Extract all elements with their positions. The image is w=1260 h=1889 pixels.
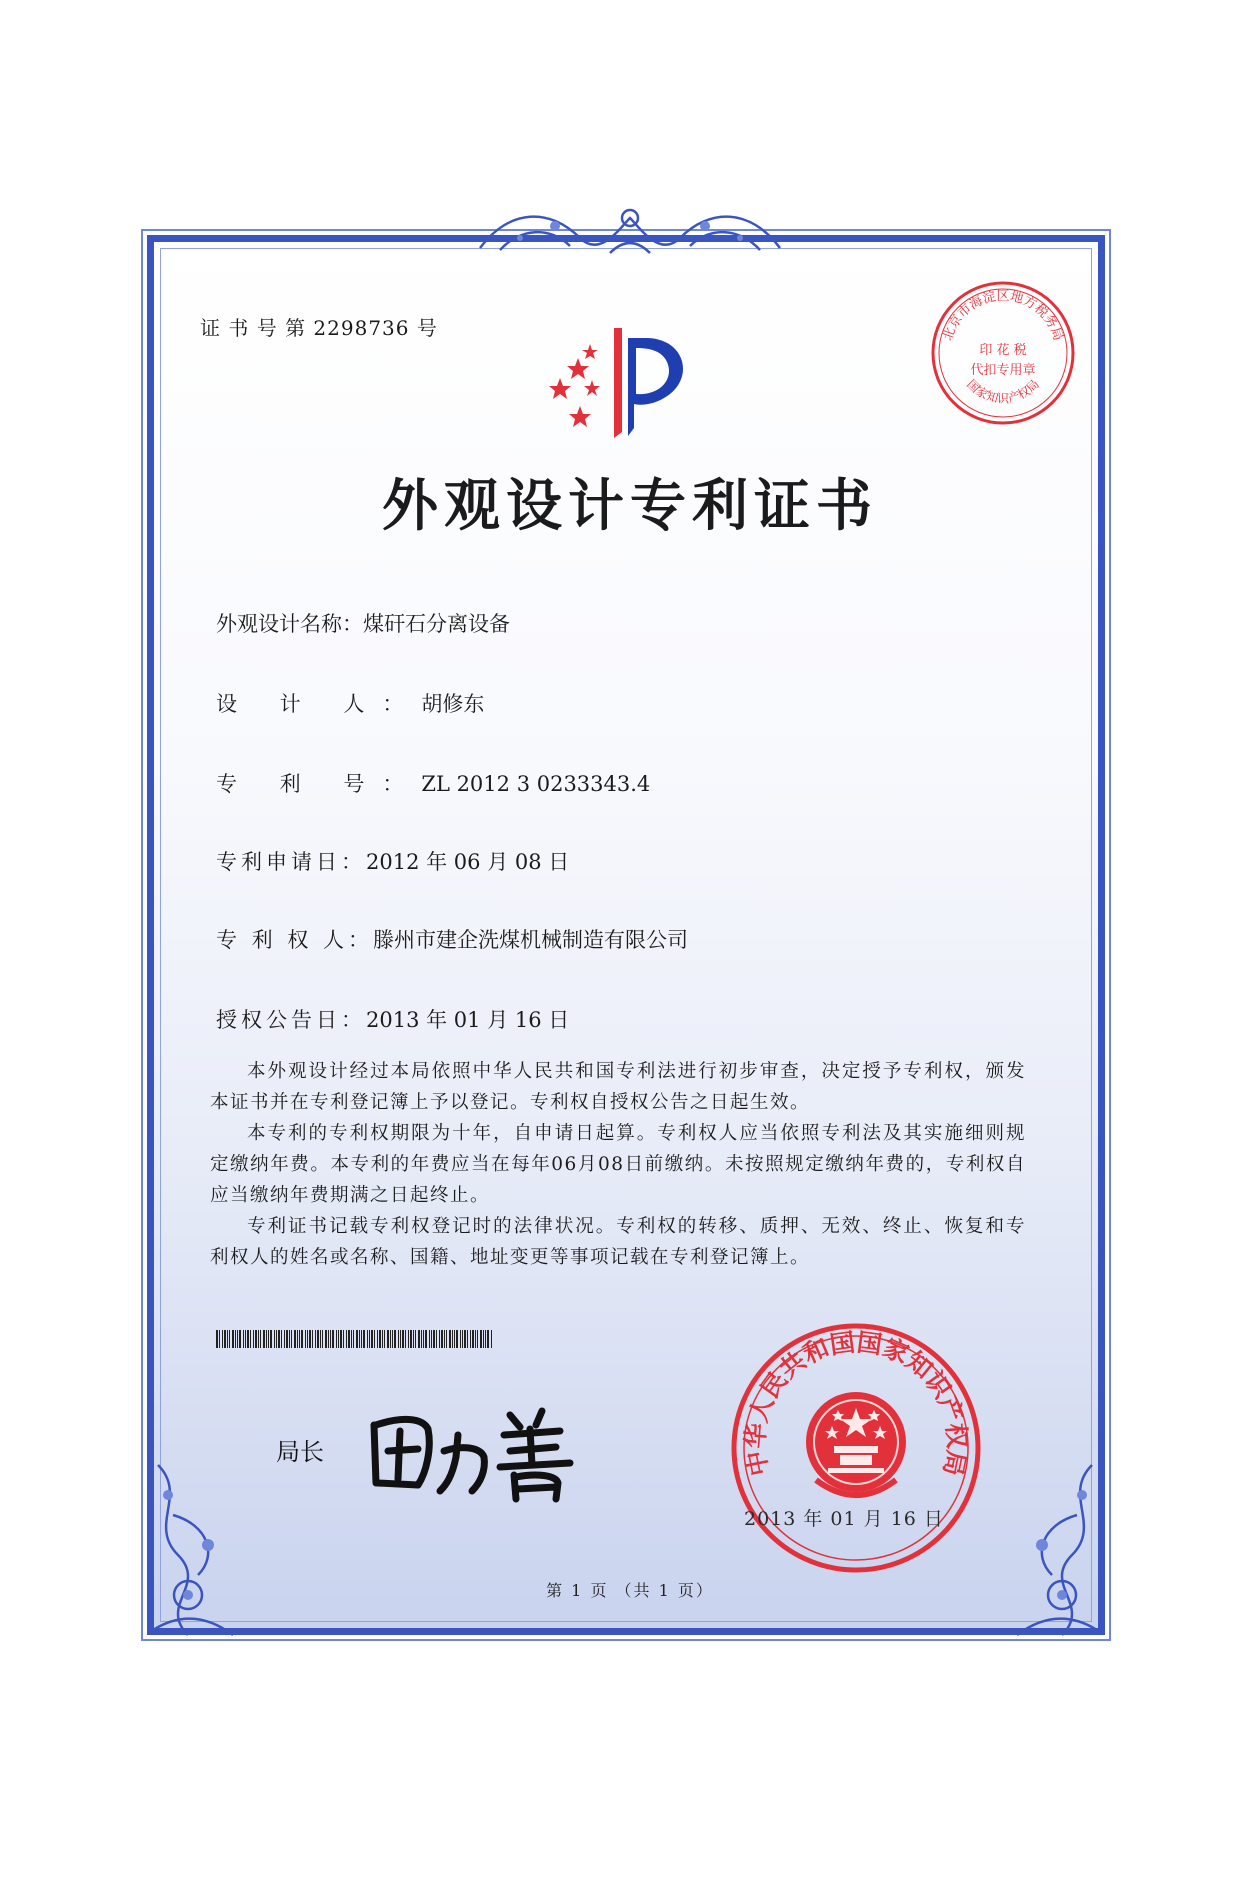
barcode-bar (320, 1330, 321, 1348)
barcode-bar (284, 1330, 285, 1348)
field-value: 2013 年 01 月 16 日 (366, 1008, 570, 1032)
bottom-right-ornament-icon (1002, 1455, 1112, 1645)
field-patent-number (216, 768, 650, 798)
barcode-bar (379, 1330, 381, 1348)
barcode-bar (387, 1330, 389, 1348)
field-value: 2012 年 06 月 08 日 (366, 850, 570, 874)
barcode-bar (382, 1330, 383, 1348)
barcode-bar (470, 1330, 471, 1348)
barcode-bar (346, 1330, 347, 1348)
svg-text:国家知识产权局: 国家知识产权局 (964, 376, 1042, 406)
cnipa-official-seal (728, 1320, 984, 1576)
barcode-bar (247, 1330, 249, 1348)
barcode-bar (392, 1330, 393, 1348)
barcode-bar (312, 1330, 313, 1348)
svg-text:代扣专用章: 代扣专用章 (970, 363, 1036, 378)
barcode-bar (328, 1330, 329, 1348)
barcode-bar (294, 1330, 296, 1348)
barcode-bar (441, 1330, 443, 1348)
field-value: ZL 2012 3 0233343.4 (421, 772, 651, 796)
barcode-bar (363, 1330, 365, 1348)
barcode-bar (289, 1330, 290, 1348)
barcode-bar (243, 1330, 244, 1348)
barcode-bar (418, 1330, 420, 1348)
barcode-bar (270, 1330, 272, 1348)
barcode-bar (330, 1330, 331, 1348)
barcode-bar (276, 1330, 277, 1348)
director-label: 局长 (276, 1438, 324, 1466)
barcode-bar (278, 1330, 280, 1348)
patent-office-logo-icon (536, 320, 724, 442)
barcode-bar (356, 1330, 358, 1348)
field-designer (216, 688, 484, 718)
barcode-bar (253, 1330, 254, 1348)
barcode-bar (405, 1330, 406, 1348)
barcode-bar (229, 1330, 230, 1348)
barcode-bar (491, 1330, 492, 1348)
barcode-bar (454, 1330, 455, 1348)
barcode-bar (222, 1330, 223, 1348)
body-paragraph: 本外观设计经过本局依照中华人民共和国专利法进行初步审查，决定授予专利权，颁发本证书并在专利登记簿上予以登记。专利权自授权公告之日起生效。 (210, 1061, 1026, 1113)
tax-stamp-seal (928, 278, 1078, 428)
bottom-left-ornament-icon (138, 1455, 248, 1645)
barcode-bar (351, 1330, 352, 1348)
barcode-bar (258, 1330, 259, 1348)
barcode-bar (281, 1330, 282, 1348)
svg-text:中华人民共和国国家知识产权局: 中华人民共和国国家知识产权局 (740, 1327, 972, 1479)
top-ornament-icon (460, 198, 800, 268)
field-patentee (216, 924, 688, 954)
field-value: 滕州市建企洗煤机械制造有限公司 (373, 928, 689, 952)
barcode-bar (423, 1330, 424, 1348)
certificate-title: 外观设计专利证书 (382, 474, 878, 539)
barcode-bar (338, 1330, 339, 1348)
svg-text:北京市海淀区地方税务局: 北京市海淀区地方税务局 (940, 289, 1066, 343)
barcode-bar (394, 1330, 396, 1348)
barcode-bar (475, 1330, 476, 1348)
barcode-bar (315, 1330, 316, 1348)
barcode-bar (425, 1330, 427, 1348)
field-label: 专 利 号： (216, 772, 422, 796)
barcode-bar (367, 1330, 368, 1348)
barcode-bar (384, 1330, 385, 1348)
barcode-bar (398, 1330, 399, 1348)
barcode-bar (260, 1330, 261, 1348)
barcode-bar (371, 1330, 373, 1348)
barcode-bar (340, 1330, 342, 1348)
barcode-bar (480, 1330, 482, 1348)
barcode-bar (235, 1330, 236, 1348)
barcode-bar (309, 1330, 311, 1348)
field-label: 外观设计名称： (216, 612, 363, 636)
barcode-bar (274, 1330, 275, 1348)
barcode-bar (436, 1330, 437, 1348)
barcode-bar (297, 1330, 298, 1348)
barcode-bar (299, 1330, 300, 1348)
barcode-bar (232, 1330, 234, 1348)
barcode-bar (402, 1330, 404, 1348)
barcode-bar (286, 1330, 288, 1348)
barcode-bar (266, 1330, 267, 1348)
barcode-bar (245, 1330, 246, 1348)
field-design-name (216, 608, 510, 638)
barcode-bar (336, 1330, 337, 1348)
seal-date: 2013 年 01 月 16 日 (744, 1508, 944, 1530)
barcode-bar (400, 1330, 401, 1348)
barcode-bar (219, 1330, 220, 1348)
barcode-bar (421, 1330, 422, 1348)
barcode-bar (263, 1330, 265, 1348)
barcode-bar (369, 1330, 370, 1348)
barcode-bar (483, 1330, 484, 1348)
field-label: 专 利 权 人： (216, 928, 374, 952)
barcode-bar (460, 1330, 461, 1348)
field-label: 专利申请日： (216, 850, 366, 874)
barcode-bar (216, 1330, 218, 1348)
barcode-bar (291, 1330, 292, 1348)
barcode-bar (408, 1330, 409, 1348)
barcode-bar (431, 1330, 432, 1348)
barcode-bar (317, 1330, 319, 1348)
barcode-bar (343, 1330, 344, 1348)
barcode-bar (415, 1330, 416, 1348)
barcode-bar (353, 1330, 354, 1348)
barcode-bar (239, 1330, 241, 1348)
barcode-bar (413, 1330, 414, 1348)
barcode-bar (255, 1330, 257, 1348)
svg-text:印 花 税: 印 花 税 (979, 343, 1027, 358)
field-grant-date (216, 1004, 569, 1034)
barcode-bar (250, 1330, 251, 1348)
barcode-bar (390, 1330, 391, 1348)
barcode-bar (487, 1330, 489, 1348)
barcode-bar (224, 1330, 226, 1348)
barcode-bar (227, 1330, 228, 1348)
page-number: 第 1 页 （共 1 页） (546, 1581, 714, 1600)
barcode-bar (374, 1330, 375, 1348)
barcode-bar (305, 1330, 306, 1348)
body-paragraph: 本专利的专利权期限为十年，自申请日起算。专利权人应当依照专利法及其实施细则规定缴纳年费。本专利的年费应当在每年06月08日前缴纳。未按照规定缴纳年费的，专利权自应当缴纳年费期满之日起终止。 (210, 1123, 1026, 1206)
barcode-bar (348, 1330, 350, 1348)
barcode-bar (237, 1330, 238, 1348)
barcode-bar (410, 1330, 412, 1348)
certificate-body (210, 1056, 1026, 1273)
barcode-bar (361, 1330, 362, 1348)
barcode-bar (472, 1330, 474, 1348)
field-value: 胡修东 (421, 692, 485, 716)
field-label: 授权公告日： (216, 1008, 366, 1032)
barcode-bar (325, 1330, 327, 1348)
barcode (216, 1330, 492, 1348)
barcode-bar (301, 1330, 303, 1348)
barcode-bar (452, 1330, 453, 1348)
director-signature (360, 1395, 600, 1505)
field-application-date (216, 846, 569, 876)
barcode-bar (477, 1330, 478, 1348)
barcode-bar (467, 1330, 468, 1348)
barcode-bar (444, 1330, 445, 1348)
barcode-bar (377, 1330, 378, 1348)
barcode-bar (322, 1330, 323, 1348)
barcode-bar (307, 1330, 308, 1348)
barcode-bar (332, 1330, 334, 1348)
barcode-bar (464, 1330, 466, 1348)
barcode-bar (429, 1330, 430, 1348)
field-value: 煤矸石分离设备 (363, 612, 510, 636)
barcode-bar (446, 1330, 447, 1348)
barcode-bar (449, 1330, 451, 1348)
barcode-bar (439, 1330, 440, 1348)
barcode-bar (462, 1330, 463, 1348)
body-paragraph: 专利证书记载专利权登记时的法律状况。专利权的转移、质押、无效、终止、恢复和专利权人的姓名或名称、国籍、地址变更等事项记载在专利登记簿上。 (210, 1216, 1026, 1268)
field-label: 设 计 人： (216, 692, 422, 716)
barcode-bar (456, 1330, 458, 1348)
barcode-bar (268, 1330, 269, 1348)
barcode-bar (485, 1330, 486, 1348)
barcode-bar (359, 1330, 360, 1348)
certificate-number: 证 书 号 第 2298736 号 (200, 316, 438, 340)
barcode-bar (433, 1330, 435, 1348)
